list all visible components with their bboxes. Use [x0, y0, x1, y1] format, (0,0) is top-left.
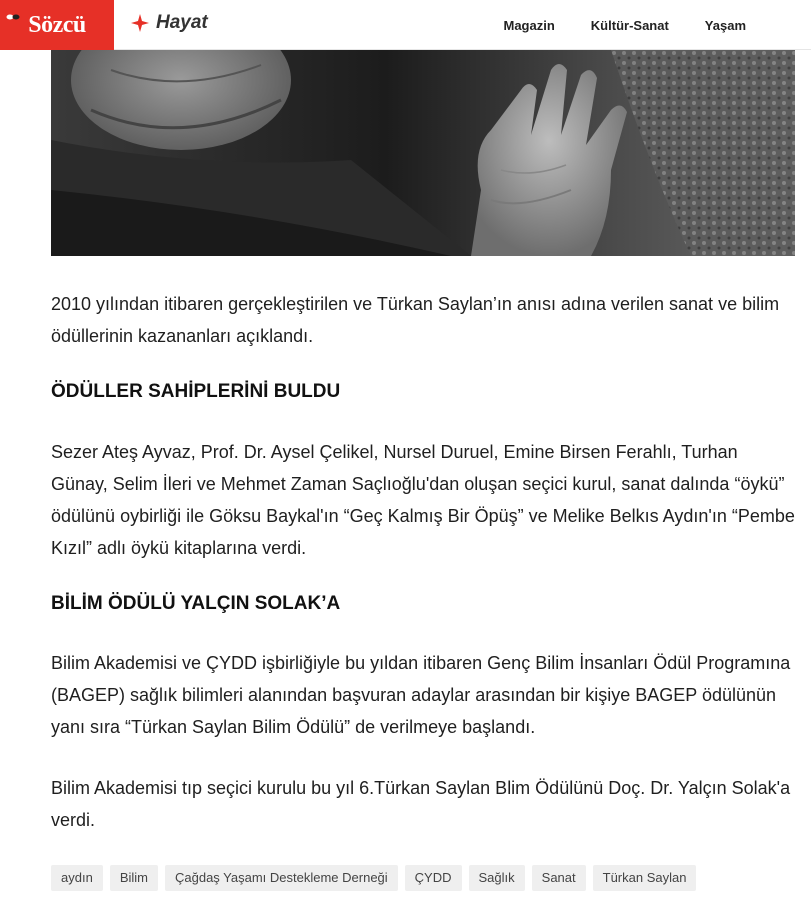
section-heading-science: BİLİM ÖDÜLÜ YALÇIN SOLAK’A	[51, 593, 341, 614]
nav-item-kultur-sanat[interactable]: Kültür-Sanat	[590, 17, 669, 33]
article-intro: 2010 yılından itibaren gerçekleştirilen ve Türkan Saylan’ın anısı adına verilen sanat ve bilim ödüllerinin kazananları açıklandı.	[51, 294, 780, 346]
sozcu-logo[interactable]	[0, 0, 114, 50]
main-nav	[504, 0, 811, 50]
tag-sanat[interactable]: Sanat	[532, 865, 586, 891]
section-hayat-link[interactable]	[130, 12, 208, 34]
tag-turkan-saylan[interactable]: Türkan Saylan	[593, 865, 697, 891]
hero-photo	[51, 50, 795, 256]
article-tags	[51, 865, 696, 891]
star-icon	[130, 13, 150, 33]
tag-bilim[interactable]: Bilim	[110, 865, 158, 891]
section-heading-awards: ÖDÜLLER SAHİPLERİNİ BULDU	[51, 381, 341, 402]
tag-saglik[interactable]: Sağlık	[469, 865, 525, 891]
logo-mark-icon	[6, 13, 20, 21]
nav-item-magazin[interactable]: Magazin	[503, 17, 555, 33]
nav-item-yasam[interactable]: Yaşam	[704, 17, 746, 33]
tag-aydin[interactable]: aydın	[51, 865, 103, 891]
section-title: Hayat	[156, 12, 208, 33]
article-paragraph-winner: Bilim Akademisi tıp seçici kurulu bu yıl 6.Türkan Saylan Blim Ödülünü Doç. Dr. Yalçın Solak'a verdi.	[51, 778, 791, 830]
logo-text: Sözcü	[28, 11, 86, 38]
site-header	[0, 0, 811, 50]
tag-cydd[interactable]: ÇYDD	[405, 865, 462, 891]
article-paragraph-jury: Sezer Ateş Ayvaz, Prof. Dr. Aysel Çelikel, Nursel Duruel, Emine Birsen Ferahlı, Turhan Günay, Selim İleri ve Mehmet Zaman Saçlıoğlu'dan oluşan seçici kurul, sanat dalında “öykü” ödülünü oybirliği ile Göksu Baykal'ın “Geç Kalmış Bir Öpüş” ve Melike Belkıs Aydın'ın “Pembe Kızıl” adlı öykü kitaplarına verdi.	[51, 442, 795, 558]
tag-cydd-full[interactable]: Çağdaş Yaşamı Destekleme Derneği	[165, 865, 398, 891]
article-paragraph-bagep: Bilim Akademisi ve ÇYDD işbirliğiyle bu yıldan itibaren Genç Bilim İnsanları Ödül Programına (BAGEP) sağlık bilimleri alanından başvuran adaylar arasından bir kişiye BAGEP ödülünün yanı sıra “Türkan Saylan Bilim Ödülü” de verilmeye başlandı.	[51, 653, 791, 737]
article-hero-image	[51, 50, 795, 256]
